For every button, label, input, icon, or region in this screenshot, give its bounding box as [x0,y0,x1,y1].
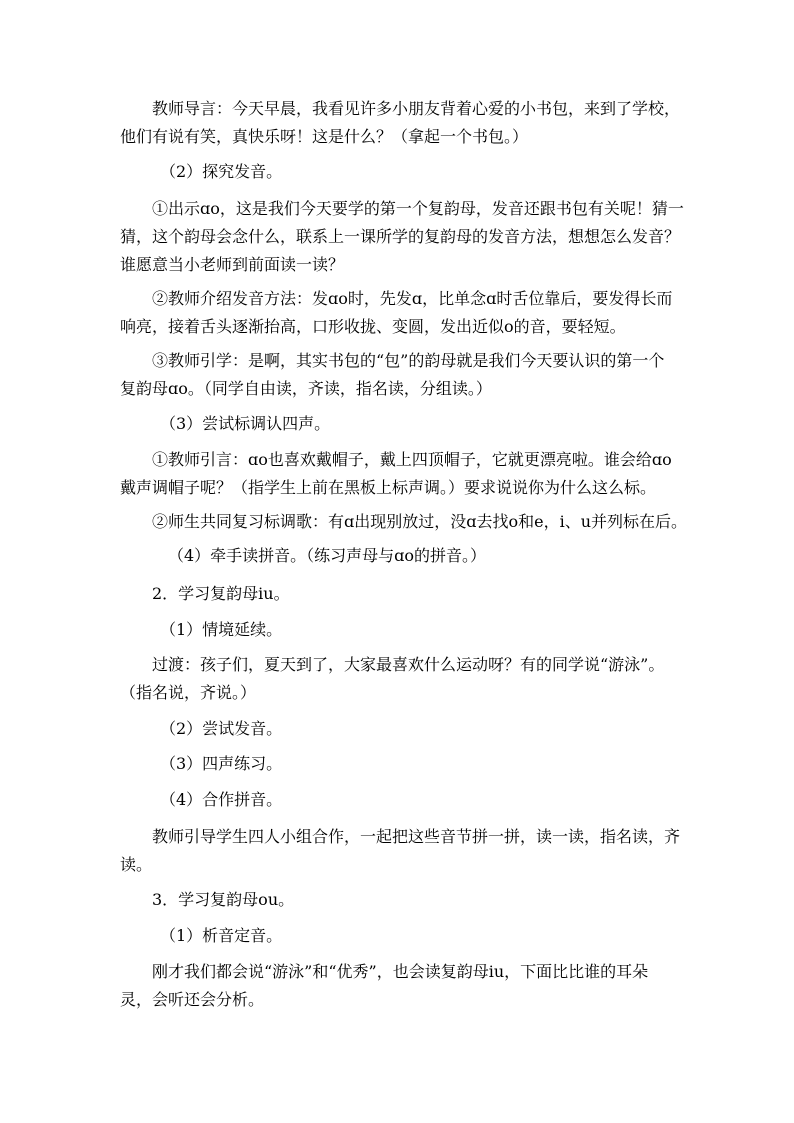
paragraph-transition [120,651,680,707]
paragraph-step-2-explore [120,158,680,186]
text-line: 猜，这个韵母会念什么，联系上一课所学的复韵母的发音方法，想想怎么发音？ [120,227,681,246]
text-line: 读。 [120,855,153,874]
paragraph-teacher-intro [120,95,680,151]
text-line: 刚才我们都会说“游泳”和“优秀”，也会读复韵母iu，下面比比谁的耳朵 [152,962,649,981]
paragraph-step-4-spelling [120,542,680,570]
text-line: ②教师介绍发音方法：发ɑo时，先发ɑ，比单念ɑ时舌位靠后，要发得长而 [152,289,673,308]
text-line: ①教师引言：ɑo也喜欢戴帽子，戴上四顶帽子，它就更漂亮啦。谁会给ɑo [152,450,672,469]
paragraph-iu-step-2 [120,715,680,743]
text-line: 2．学习复韵母iu。 [152,584,290,603]
paragraph-ou-step-1 [120,922,680,950]
paragraph-pronunciation-method [120,285,680,341]
text-line: 他们有说有笑，真快乐呀！这是什么？（拿起一个书包。） [120,127,529,146]
paragraph-iu-step-1 [120,616,680,644]
paragraph-tone-song [120,508,688,536]
paragraph-teacher-guide [120,347,680,403]
text-line: 谁愿意当小老师到前面读一读？ [120,255,345,274]
text-line: ①出示ɑo，这是我们今天要学的第一个复韵母，发音还跟书包有关呢！猜一 [152,199,684,218]
paragraph-group-work [120,823,680,879]
text-line: （2）探究发音。 [160,162,283,181]
paragraph-iu-step-4 [120,786,680,814]
text-line: ③教师引学：是啊，其实书包的“包”的韵母就是我们今天要认识的第一个 [152,351,665,370]
paragraph-tone-hats [120,446,680,502]
paragraph-step-3-tones [120,410,680,438]
text-line: 教师引导学生四人小组合作，一起把这些音节拼一拼，读一读，指名读，齐 [152,827,681,846]
section-heading-ou [120,886,680,914]
text-line: （指名说，齐说。） [120,683,257,702]
text-line: （3）尝试标调认四声。 [160,414,331,433]
text-line: （4）合作拼音。 [160,790,283,809]
text-line: 复韵母ɑo。（同学自由读，齐读，指名读，分组读。） [120,379,492,398]
text-line: 3．学习复韵母ou。 [152,890,295,909]
text-line: 戴声调帽子呢？（指学生上前在黑板上标声调。）要求说说你为什么这么标。 [120,478,657,497]
text-line: ②师生共同复习标调歌：有ɑ出现别放过，没ɑ去找o和e，i、u并列标在后。 [152,512,688,531]
text-line: （1）情境延续。 [160,620,283,639]
text-line: （1）析音定音。 [160,926,283,945]
text-line: 响亮，接着舌头逐渐抬高，口形收拢、变圆，发出近似o的音，要轻短。 [120,317,626,336]
text-line: （4）牵手读拼音。（练习声母与ɑo的拼音。） [168,546,487,565]
paragraph-show-ao [120,195,684,279]
paragraph-listening [120,958,680,1014]
paragraph-iu-step-3 [120,750,680,778]
text-line: 过渡：孩子们，夏天到了，大家最喜欢什么运动呀？有的同学说“游泳”。 [152,655,665,674]
text-line: 教师导言：今天早晨，我看见许多小朋友背着心爱的小书包，来到了学校， [152,99,681,118]
section-heading-iu [120,580,680,608]
text-line: （2）尝试发音。 [160,719,283,738]
text-line: 灵，会听还会分析。 [120,990,265,1009]
text-line: （3）四声练习。 [160,754,283,773]
